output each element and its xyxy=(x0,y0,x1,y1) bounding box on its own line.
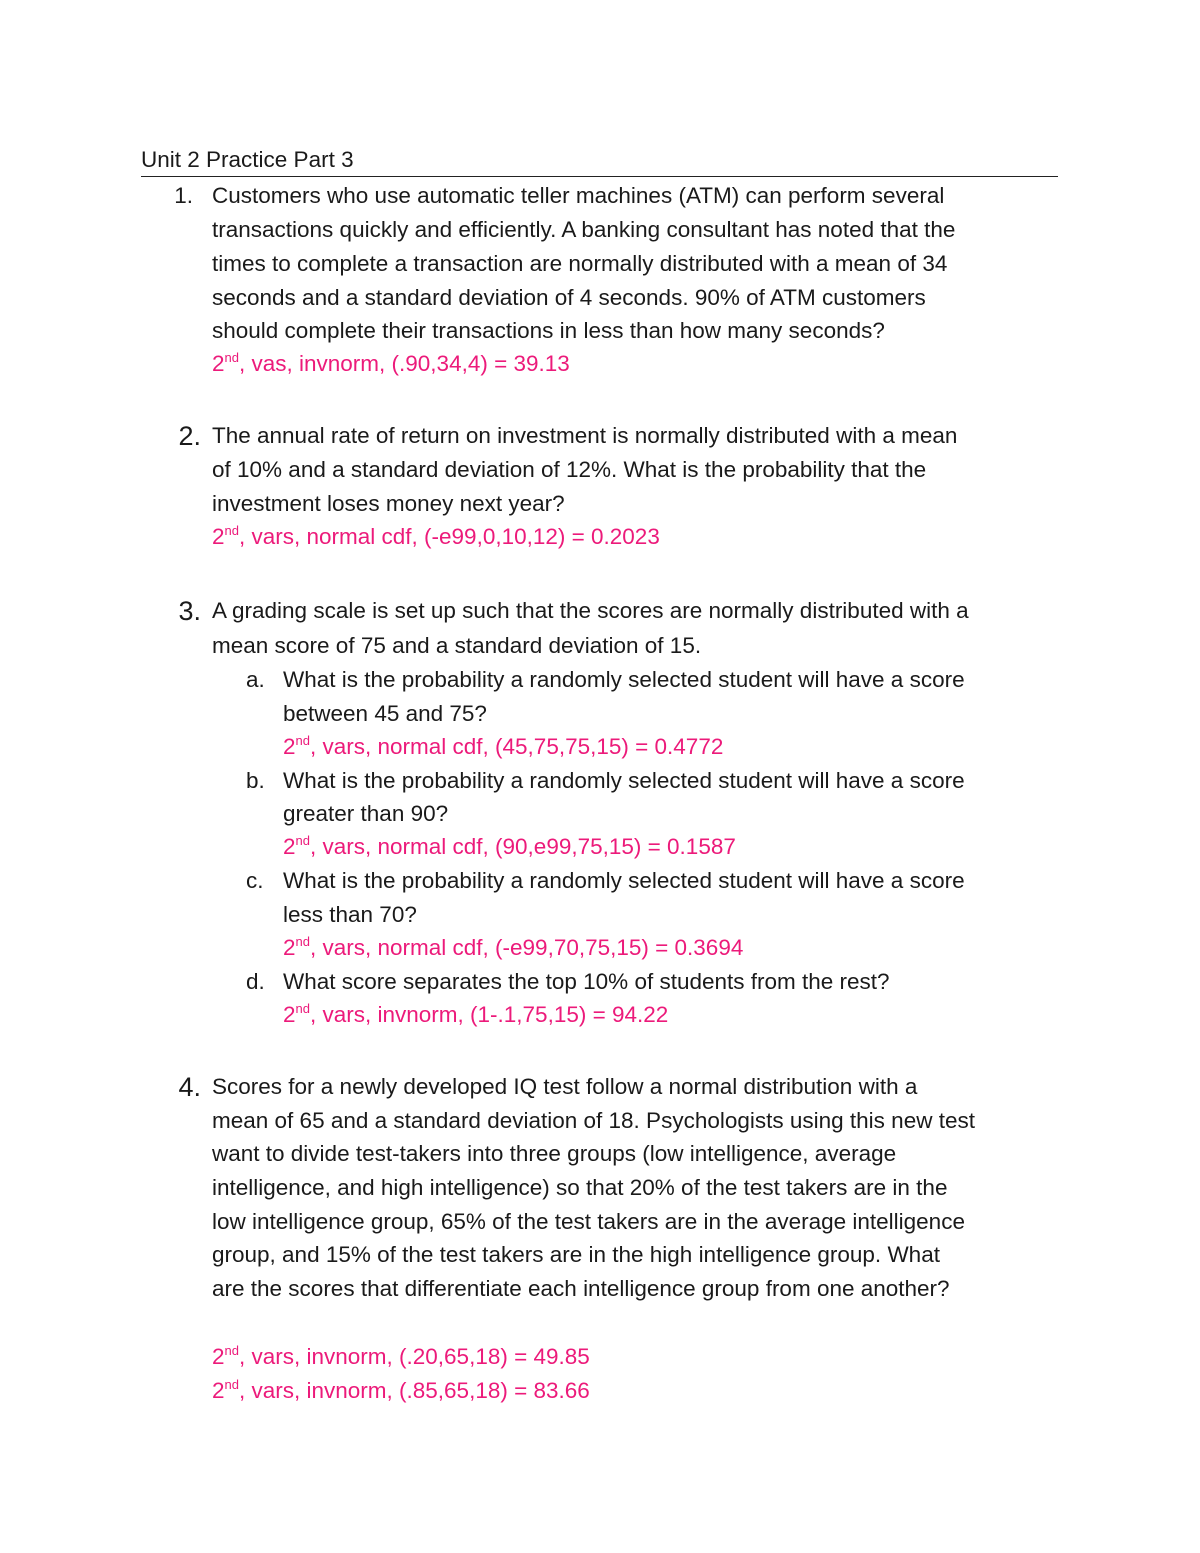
question-4-answer xyxy=(212,1340,590,1374)
part-a-line: between 45 and 75? xyxy=(283,701,487,726)
answer-prefix: 2 xyxy=(212,524,225,549)
question-1-number: 1. xyxy=(174,183,193,208)
question-2-number: 2. xyxy=(178,421,201,451)
answer-prefix: 2 xyxy=(212,1378,225,1403)
question-2-line: investment loses money next year? xyxy=(212,491,565,516)
answer-text: , vars, normal cdf, (90,e99,75,15) = 0.1587 xyxy=(309,834,736,859)
answer-prefix: 2 xyxy=(283,1002,296,1027)
question-4-line: are the scores that differentiate each intelligence group from one another? xyxy=(212,1276,950,1301)
answer-prefix: 2 xyxy=(283,935,296,960)
answer-superscript: nd xyxy=(295,1001,310,1016)
part-d-label: d. xyxy=(246,969,265,994)
question-4-number: 4. xyxy=(178,1072,201,1102)
part-d-answer xyxy=(283,998,668,1032)
answer-text: , vars, normal cdf, (45,75,75,15) = 0.4772 xyxy=(309,734,724,759)
question-1-line: transactions quickly and efficiently. A banking consultant has noted that the xyxy=(212,217,956,242)
answer-superscript: nd xyxy=(295,934,310,949)
answer-text: , vars, normal cdf, (-e99,0,10,12) = 0.2023 xyxy=(238,524,660,549)
question-2-line: of 10% and a standard deviation of 12%. What is the probability that the xyxy=(212,457,927,482)
question-3-line: mean score of 75 and a standard deviation of 15. xyxy=(212,633,702,658)
part-b-line: greater than 90? xyxy=(283,801,449,826)
answer-prefix: 2 xyxy=(283,734,296,759)
question-4-line: low intelligence group, 65% of the test takers are in the average intelligence xyxy=(212,1209,965,1234)
question-2-answer xyxy=(212,520,660,554)
question-3-line: A grading scale is set up such that the scores are normally distributed with a xyxy=(212,598,969,623)
question-3-number: 3. xyxy=(178,596,201,626)
answer-superscript: nd xyxy=(224,523,239,538)
answer-prefix: 2 xyxy=(212,351,225,376)
answer-superscript: nd xyxy=(224,1343,239,1358)
answer-prefix: 2 xyxy=(212,1344,225,1369)
question-4-line: group, and 15% of the test takers are in the high intelligence group. What xyxy=(212,1242,940,1267)
answer-text: , vars, normal cdf, (-e99,70,75,15) = 0.3694 xyxy=(309,935,744,960)
question-1-line: seconds and a standard deviation of 4 seconds. 90% of ATM customers xyxy=(212,285,926,310)
question-2-line: The annual rate of return on investment is normally distributed with a mean xyxy=(212,423,958,448)
answer-superscript: nd xyxy=(224,350,239,365)
question-1-line: times to complete a transaction are normally distributed with a mean of 34 xyxy=(212,251,948,276)
part-b-label: b. xyxy=(246,768,265,793)
answer-superscript: nd xyxy=(295,833,310,848)
answer-superscript: nd xyxy=(295,733,310,748)
question-4-answer xyxy=(212,1374,590,1408)
answer-superscript: nd xyxy=(224,1377,239,1392)
question-4-line: intelligence, and high intelligence) so that 20% of the test takers are in the xyxy=(212,1175,948,1200)
question-1-line: Customers who use automatic teller machines (ATM) can perform several xyxy=(212,183,945,208)
part-c-line: What is the probability a randomly selected student will have a score xyxy=(283,868,965,893)
part-c-line: less than 70? xyxy=(283,902,417,927)
question-1-line: should complete their transactions in less than how many seconds? xyxy=(212,318,885,343)
answer-text: , vars, invnorm, (.20,65,18) = 49.85 xyxy=(238,1344,590,1369)
question-4-line: want to divide test-takers into three groups (low intelligence, average xyxy=(212,1141,897,1166)
question-4-line: mean of 65 and a standard deviation of 18. Psychologists using this new test xyxy=(212,1108,975,1133)
part-c-answer xyxy=(283,931,743,965)
part-a-answer xyxy=(283,730,723,764)
answer-text: , vas, invnorm, (.90,34,4) = 39.13 xyxy=(238,351,570,376)
part-d-line: What score separates the top 10% of students from the rest? xyxy=(283,969,890,994)
answer-text: , vars, invnorm, (.85,65,18) = 83.66 xyxy=(238,1378,590,1403)
page-title: Unit 2 Practice Part 3 xyxy=(141,147,354,172)
part-c-label: c. xyxy=(246,868,264,893)
question-1-answer xyxy=(212,347,570,381)
answer-prefix: 2 xyxy=(283,834,296,859)
question-4-line: Scores for a newly developed IQ test follow a normal distribution with a xyxy=(212,1074,918,1099)
part-b-answer xyxy=(283,830,736,864)
title-underline xyxy=(141,176,1058,177)
part-a-line: What is the probability a randomly selected student will have a score xyxy=(283,667,965,692)
answer-text: , vars, invnorm, (1-.1,75,15) = 94.22 xyxy=(309,1002,669,1027)
part-b-line: What is the probability a randomly selected student will have a score xyxy=(283,768,965,793)
part-a-label: a. xyxy=(246,667,265,692)
